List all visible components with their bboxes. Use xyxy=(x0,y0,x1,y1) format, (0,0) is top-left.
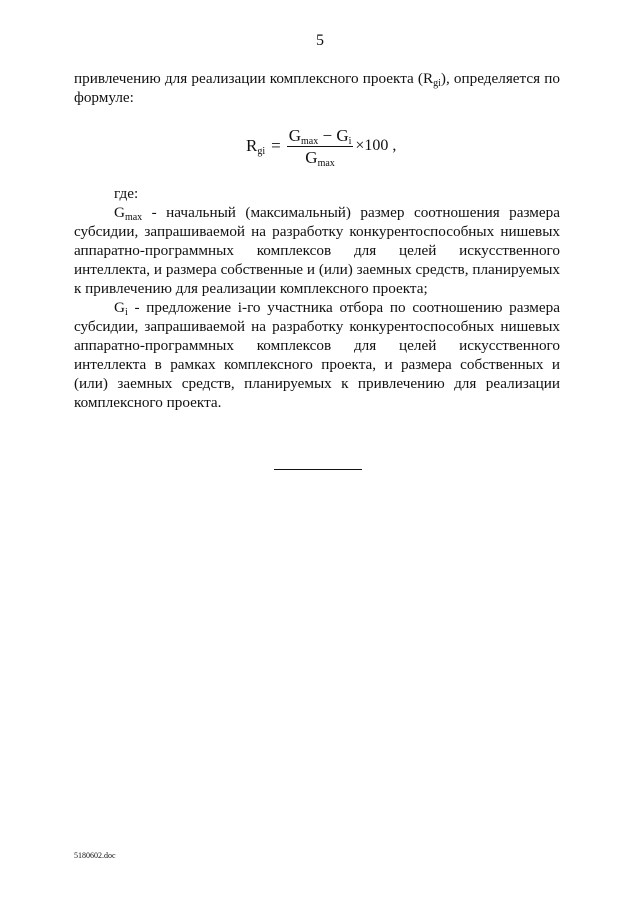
formula-denominator: $G_{max}$ xyxy=(305,147,335,169)
intro-line-2: формуле: xyxy=(74,89,134,106)
definition-gi: $G_i$ - предложение i-го участника отбора по соотношению размера субсидии, запрашиваемой на разработку конкурентоспособных нишевых аппаратно-программных комплексов для целей искусственного интеллекта в рамках комплексного проекта, и размера собственных и (или) заемных средств, планируемых к привлечению для реализации комплексного проекта. xyxy=(74,299,560,411)
end-divider xyxy=(274,469,362,470)
formula-numerator: $G_{max} - G_i$ xyxy=(288,125,352,147)
definition-gmax: $G_{max}$ - начальный (максимальный) размер соотношения размера субсидии, запрашиваемой на разработку конкурентоспособных нишевых аппаратно-программных комплексов для целей искусственного интеллекта, и размера собственные и (или) заемных средств, планируемых к привлечению для реализации комплексного проекта; xyxy=(74,204,560,297)
intro-paragraph xyxy=(74,69,560,107)
formula-lhs: $R_{gi}$ xyxy=(246,136,266,157)
where-label: где: xyxy=(114,185,139,202)
definitions-section xyxy=(74,184,560,412)
formula xyxy=(246,125,396,167)
formula-multiplier: ×100 , xyxy=(355,137,397,154)
intro-line-1: привлечению для реализации комплексного проекта $(R_{gi})$, определяется по xyxy=(74,70,560,89)
formula-equals: = xyxy=(271,136,281,155)
page-number: 5 xyxy=(316,32,324,49)
formula-fraction xyxy=(287,125,354,168)
footer-filename: 5180602.doc xyxy=(74,851,116,860)
